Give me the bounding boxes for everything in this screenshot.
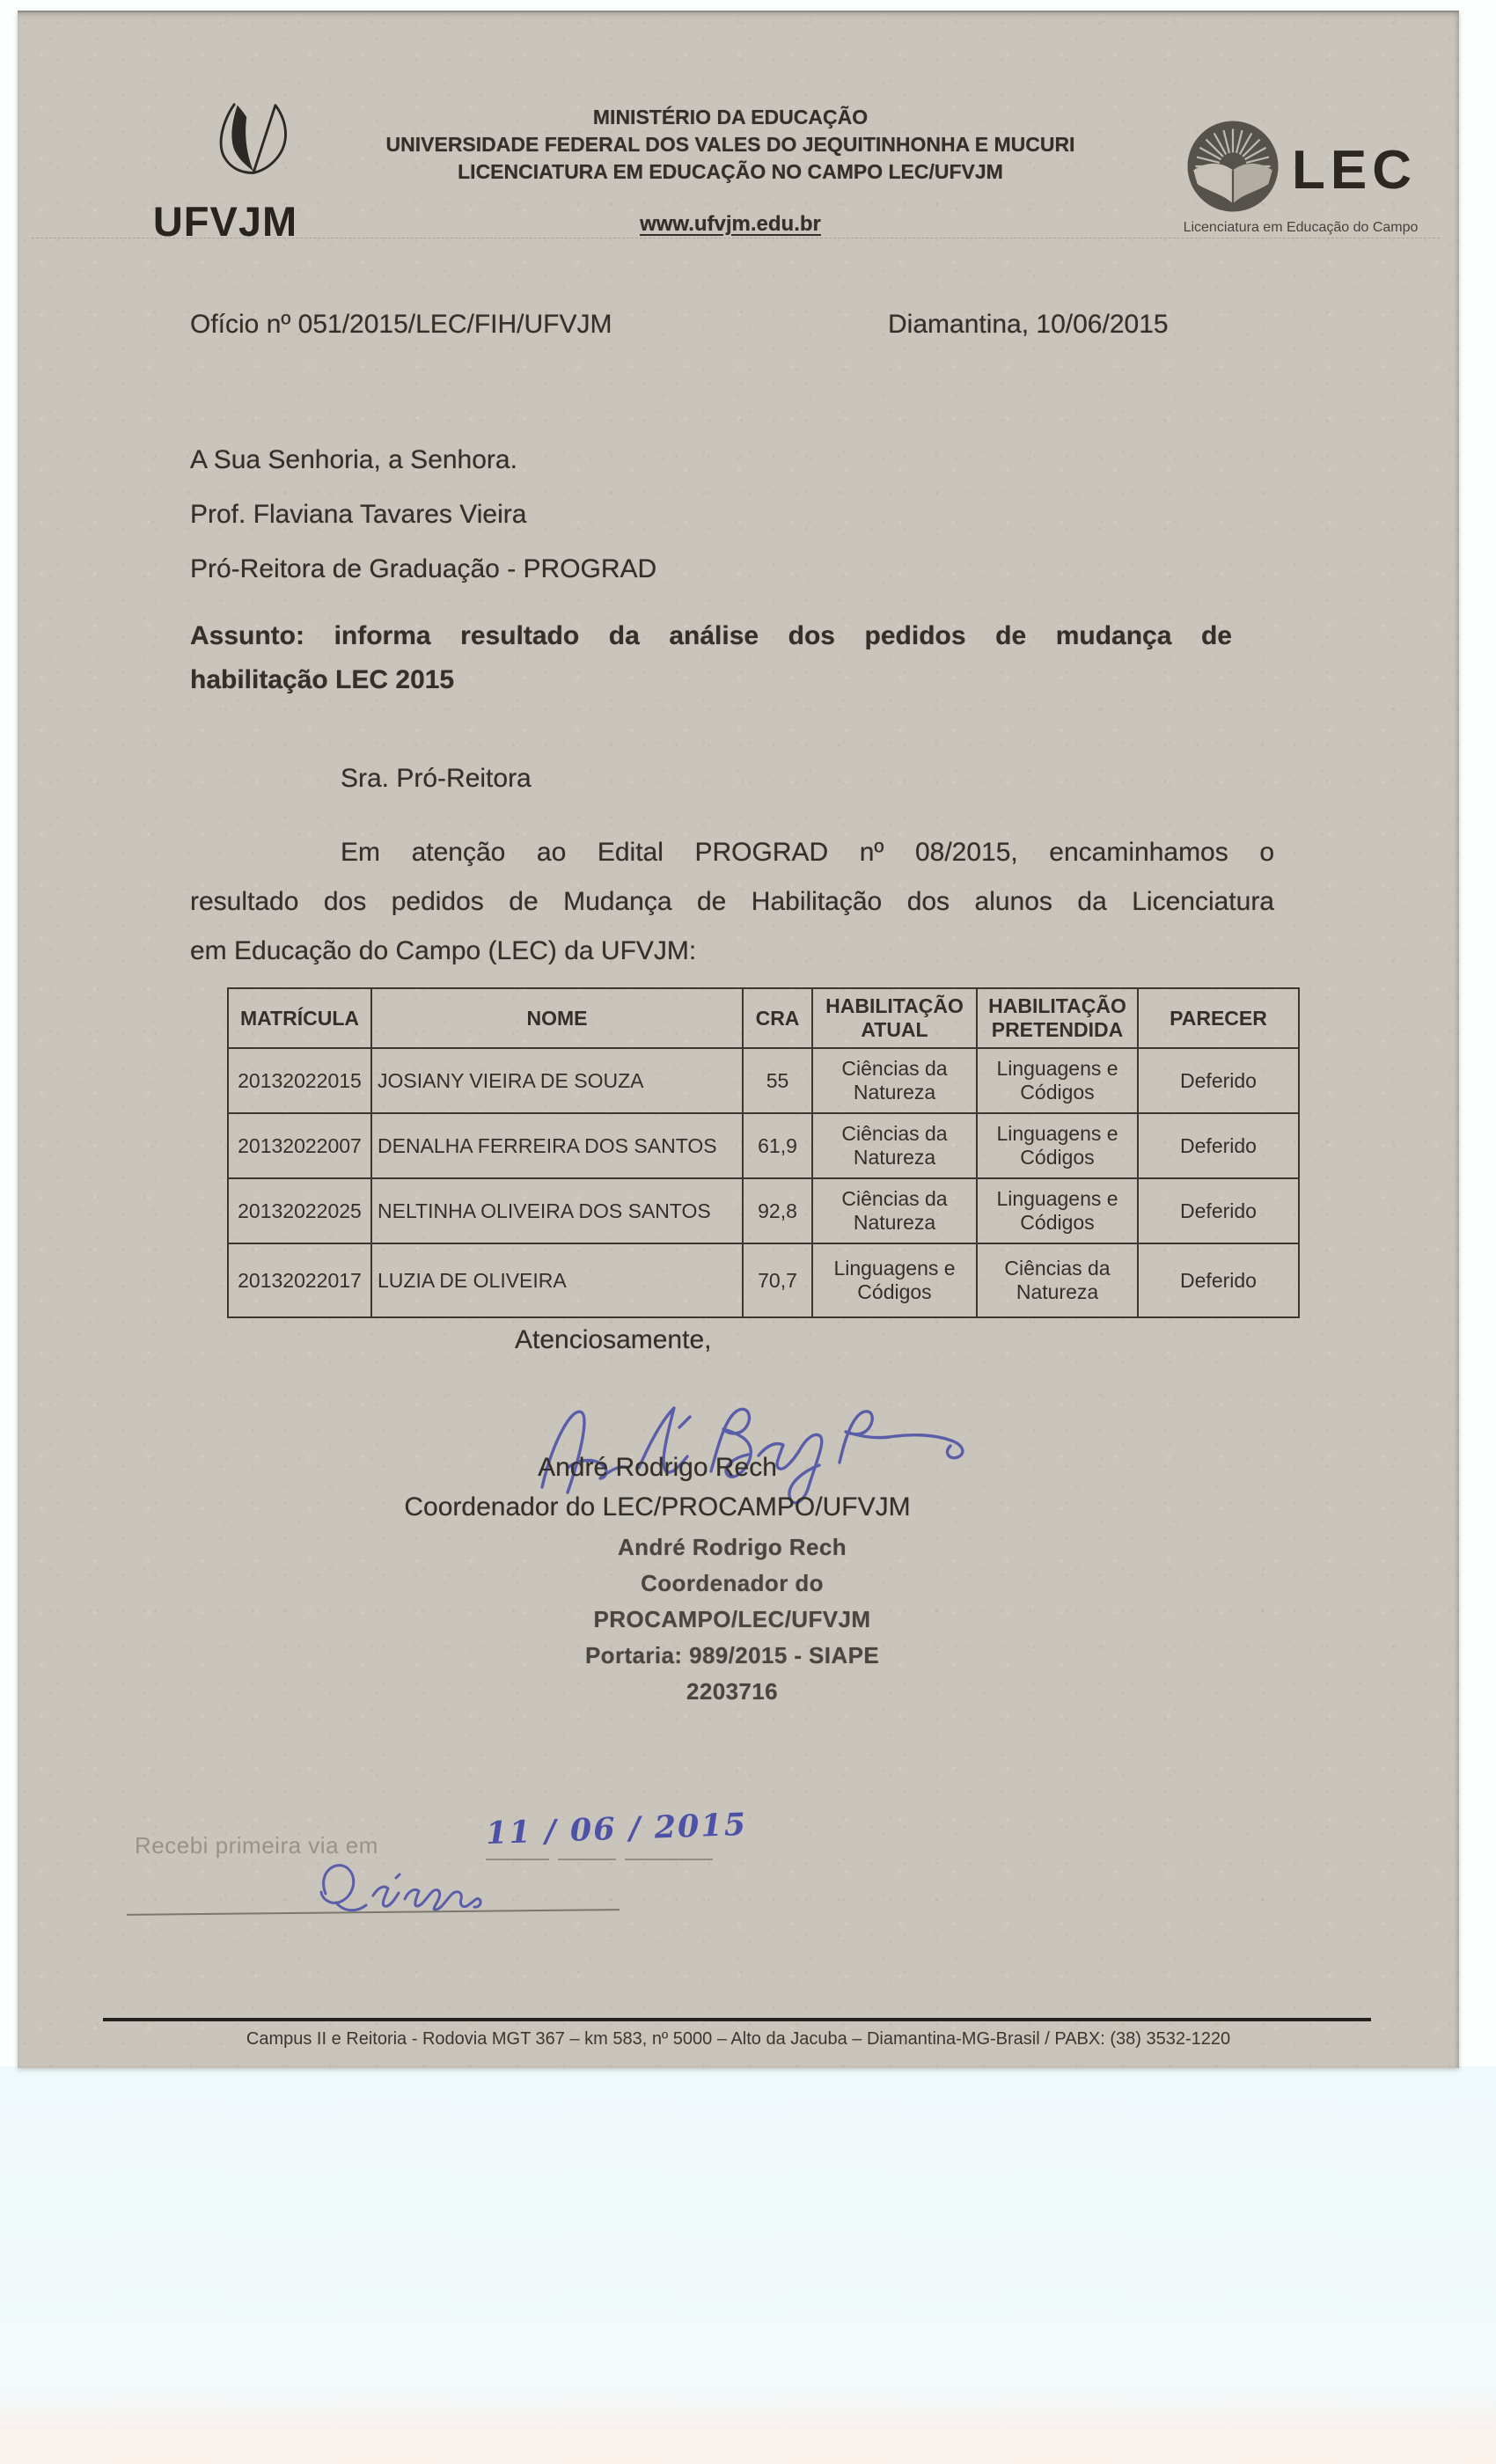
cell-parecer: Deferido	[1138, 1243, 1299, 1317]
cell-cra: 70,7	[743, 1243, 812, 1317]
received-stamp-label: Recebi primeira via em	[135, 1832, 378, 1859]
col-header-nome: NOME	[371, 988, 743, 1048]
table-row	[228, 1178, 1299, 1243]
signer-title: Coordenador do LEC/PROCAMPO/UFVJM	[404, 1492, 911, 1522]
cell-cra: 92,8	[743, 1178, 812, 1243]
body-line-3: em Educação do Campo (LEC) da UFVJM:	[190, 936, 697, 965]
cell-habilitacao-atual: Ciências da Natureza	[812, 1178, 977, 1243]
salutation: Sra. Pró-Reitora	[341, 764, 532, 793]
table-row	[228, 1243, 1299, 1317]
scanner-background	[0, 2066, 1496, 2464]
cell-habilitacao-atual: Linguagens e Códigos	[812, 1243, 977, 1317]
col-header-habilitacao-pretendida: HABILITAÇÃO PRETENDIDA	[977, 988, 1138, 1048]
cell-habilitacao-pretendida: Linguagens e Códigos	[977, 1113, 1138, 1178]
cell-habilitacao-pretendida: Linguagens e Códigos	[977, 1178, 1138, 1243]
subject-line-1: Assunto: informa resultado da análise dos pedidos de mudança de	[190, 621, 1232, 650]
stamp-name: André Rodrigo Rech	[618, 1534, 847, 1560]
cell-nome: NELTINHA OLIVEIRA DOS SANTOS	[371, 1178, 743, 1243]
ministry-line: MINISTÉRIO DA EDUCAÇÃO	[592, 106, 869, 128]
habilitation-results-table	[227, 987, 1300, 1318]
table-row	[228, 1048, 1299, 1113]
cell-nome: DENALHA FERREIRA DOS SANTOS	[371, 1113, 743, 1178]
cell-matricula: 20132022015	[228, 1048, 371, 1113]
cell-habilitacao-atual: Ciências da Natureza	[812, 1048, 977, 1113]
footer-address: Campus II e Reitoria - Rodovia MGT 367 – km 583, nº 5000 – Alto da Jacuba – Diamantina-MG-Brasil / PABX: (38) 3532-1220	[246, 2029, 1231, 2049]
cell-parecer: Deferido	[1138, 1113, 1299, 1178]
cell-habilitacao-atual: Ciências da Natureza	[812, 1113, 977, 1178]
place-and-date: Diamantina, 10/06/2015	[888, 310, 1169, 339]
website-line	[352, 212, 1109, 237]
body-line-1: Em atenção ao Edital PROGRAD nº 08/2015, encaminhamos o	[341, 838, 1274, 867]
signer-block	[190, 1448, 1125, 1527]
valediction: Atenciosamente,	[515, 1325, 712, 1354]
oficio-number: Ofício nº 051/2015/LEC/FIH/UFVJM	[190, 310, 612, 339]
cell-matricula: 20132022007	[228, 1113, 371, 1178]
website-url: www.ufvjm.edu.br	[640, 212, 821, 236]
lec-logo-wordmark: LEC	[1292, 140, 1417, 201]
program-line: LICENCIATURA EM EDUCAÇÃO NO CAMPO LEC/UFVJM	[458, 160, 1003, 183]
lec-logo-tagline: Licenciatura em Educação do Campo	[1183, 220, 1419, 235]
coordinator-stamp	[380, 1529, 1084, 1710]
ufvjm-logo-wordmark: UFVJM	[152, 198, 298, 245]
received-date-blank-day	[486, 1859, 549, 1860]
cell-nome: JOSIANY VIEIRA DE SOUZA	[371, 1048, 743, 1113]
cell-matricula: 20132022017	[228, 1243, 371, 1317]
ufvjm-logo-icon	[209, 92, 294, 190]
received-date-blank-month	[558, 1859, 616, 1860]
cell-nome: LUZIA DE OLIVEIRA	[371, 1243, 743, 1317]
addressee-title: Pró-Reitora de Graduação - PROGRAD	[190, 554, 657, 583]
body-line-2: resultado dos pedidos de Mudança de Habilitação dos alunos da Licenciatura	[190, 887, 1274, 916]
table-header-row	[228, 988, 1299, 1048]
cell-habilitacao-pretendida: Linguagens e Códigos	[977, 1048, 1138, 1113]
cell-matricula: 20132022025	[228, 1178, 371, 1243]
stamp-portaria: Portaria: 989/2015 - SIAPE	[584, 1642, 880, 1668]
cell-parecer: Deferido	[1138, 1178, 1299, 1243]
table-row	[228, 1113, 1299, 1178]
col-header-habilitacao-atual: HABILITAÇÃO ATUAL	[812, 988, 977, 1048]
addressee-salutation-line: A Sua Senhoria, a Senhora.	[190, 445, 517, 474]
subject-line-2: habilitação LEC 2015	[190, 665, 455, 694]
lec-logo-icon	[1184, 117, 1282, 216]
addressee-name: Prof. Flaviana Tavares Vieira	[190, 500, 527, 529]
col-header-matricula: MATRÍCULA	[228, 988, 371, 1048]
cell-cra: 55	[743, 1048, 812, 1113]
letterhead-org-lines	[352, 104, 1109, 186]
signer-name: André Rodrigo Rech	[538, 1453, 777, 1482]
footer-rule	[103, 2018, 1371, 2021]
stamp-unit: PROCAMPO/LEC/UFVJM	[593, 1606, 871, 1632]
handwritten-received-date: 11 / 06 / 2015	[485, 1806, 748, 1852]
col-header-parecer: PARECER	[1138, 988, 1299, 1048]
cell-cra: 61,9	[743, 1113, 812, 1178]
cell-habilitacao-pretendida: Ciências da Natureza	[977, 1243, 1138, 1317]
university-line: UNIVERSIDADE FEDERAL DOS VALES DO JEQUITINHONHA E MUCURI	[385, 133, 1075, 156]
cell-parecer: Deferido	[1138, 1048, 1299, 1113]
col-header-cra: CRA	[743, 988, 812, 1048]
received-date-blank-year	[625, 1859, 713, 1860]
stamp-siape-number: 2203716	[686, 1678, 779, 1705]
stamp-role: Coordenador do	[641, 1570, 824, 1596]
handwritten-signature-quirino	[290, 1855, 484, 1925]
